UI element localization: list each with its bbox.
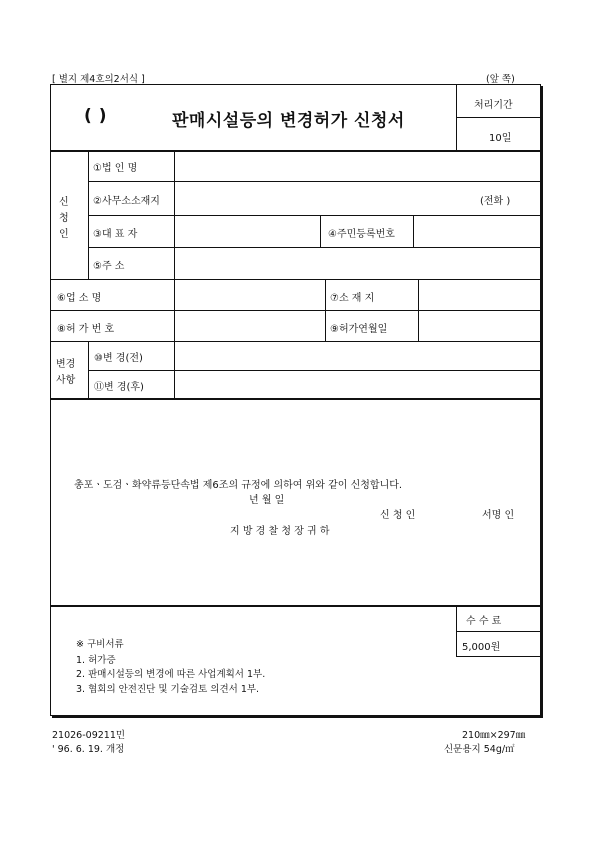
applicant-signature-label: 신 청 인 [380,510,416,521]
change-after-label: ⑪변 경(후) [94,382,144,393]
resident-number-label: ④주민등록번호 [328,229,395,240]
page-side-label: (앞 쪽) [486,74,515,85]
document-item-1: 1. 허가증 [76,655,116,666]
document-item-3: 3. 협회의 안전진단 및 기술검토 의견서 1부. [76,684,260,695]
document-item-2: 2. 판매시설등의 변경에 따른 사업계획서 1부. [76,669,266,680]
processing-period-value: 10일 [489,133,512,144]
revision-date: ' 96. 6. 19. 개정 [52,744,125,755]
permit-date-label: ⑨허가연월일 [330,324,388,335]
paper-size: 210㎜×297㎜ [462,730,526,741]
application-statement: 총포ㆍ도검ㆍ화약류등단속법 제6조의 규정에 의하여 위와 같이 신청합니다. [74,480,403,491]
addressee: 지 방 경 찰 청 장 귀 하 [230,526,330,537]
applicant-section-label-3: 인 [59,229,69,240]
change-section-label-2: 사항 [56,375,76,386]
phone-label: (전화 ) [480,196,511,207]
fee-value: 5,000원 [462,642,501,653]
applicant-section-label-2: 청 [59,213,69,224]
office-location-label: ②사무소소재지 [93,196,160,207]
change-section-label-1: 변경 [56,359,76,370]
permit-number-label: ⑧허 가 번 호 [57,324,115,335]
page-title: 판매시설등의 변경허가 신청서 [172,111,405,131]
form-code: 21026-09211민 [52,730,126,741]
corp-name-label: ①법 인 명 [93,163,138,174]
address-label: ⑤주 소 [93,261,125,272]
title-paren: ( ) [84,106,107,126]
required-documents-heading: ※ 구비서류 [76,639,124,650]
application-date: 년 월 일 [249,495,285,506]
fee-label: 수 수 료 [466,616,502,627]
processing-period-label: 처리기간 [474,100,513,111]
form-number: [ 별지 제4호의2서식 ] [52,74,145,85]
business-location-label: ⑦소 재 지 [330,293,375,304]
applicant-section-label-1: 신 [59,197,69,208]
trade-name-label: ⑥업 소 명 [57,293,102,304]
paper-type: 신문용지 54g/㎡ [444,744,515,755]
change-before-label: ⑩변 경(전) [94,353,143,364]
sign-seal-label: 서명 인 [482,510,515,521]
representative-label: ③대 표 자 [93,229,138,240]
